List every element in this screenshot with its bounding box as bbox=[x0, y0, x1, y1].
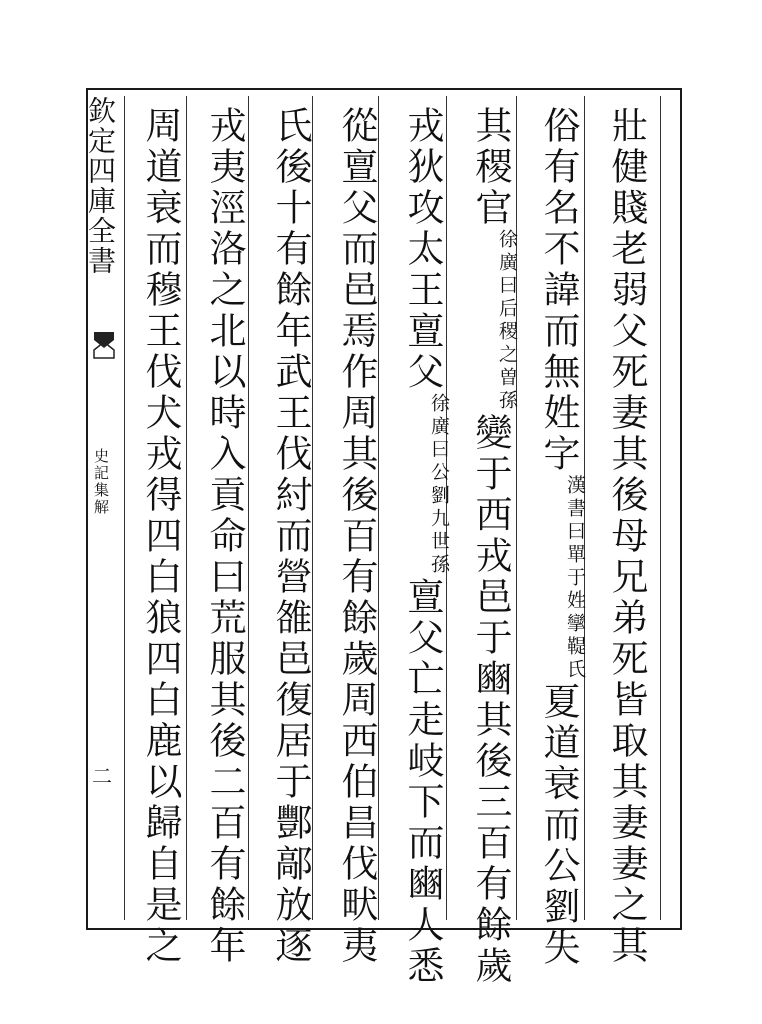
text-column-2 bbox=[530, 106, 586, 969]
column-text: 戎狄攻太王亶父 bbox=[401, 106, 444, 393]
column-text: 氏後十有餘年武王伐紂而營雒邑復居于酆鄗放逐 bbox=[269, 106, 312, 967]
column-text: 其稷官 bbox=[469, 106, 512, 229]
column-text-continued: 夏道衰而公劉失 bbox=[537, 682, 580, 969]
page-number: 二 bbox=[92, 764, 112, 788]
column-text-continued: 變于西戎邑于豳其後三百有餘歲 bbox=[469, 413, 512, 987]
column-text: 從亶父而邑焉作周其後百有餘歲周西伯昌伐畎夷 bbox=[335, 106, 378, 967]
column-text-continued: 亶父亡走岐下而豳人悉 bbox=[401, 577, 444, 987]
text-column-1 bbox=[598, 106, 654, 967]
fish-tail-ornament-icon bbox=[92, 330, 116, 360]
text-column-4 bbox=[394, 106, 450, 987]
text-column-8 bbox=[132, 106, 188, 967]
text-column-3 bbox=[462, 106, 518, 987]
text-column-6 bbox=[262, 106, 318, 967]
text-column-7 bbox=[196, 106, 252, 967]
column-text: 周道衰而穆王伐犬戎得四白狼四白鹿以歸自是之 bbox=[139, 106, 182, 967]
commentary-note: 徐廣曰公劉九世孫 bbox=[428, 393, 450, 577]
book-title: 史記集解 bbox=[92, 448, 110, 516]
column-text: 俗有名不諱而無姓字 bbox=[537, 106, 580, 475]
commentary-note: 漢書曰單于姓攣鞮氏 bbox=[564, 475, 586, 682]
text-column-5 bbox=[328, 106, 384, 967]
column-rule bbox=[660, 96, 661, 920]
commentary-note: 徐廣曰后稷之曽孫 bbox=[496, 229, 518, 413]
column-text: 戎夷涇洛之北以時入貢命曰荒服其後二百有餘年 bbox=[203, 106, 246, 967]
column-text: 壯健賤老弱父死妻其後母兄弟死皆取其妻妻之其 bbox=[605, 106, 648, 967]
column-rule bbox=[124, 96, 125, 920]
collection-title: 欽定四庫全書 bbox=[84, 96, 117, 276]
